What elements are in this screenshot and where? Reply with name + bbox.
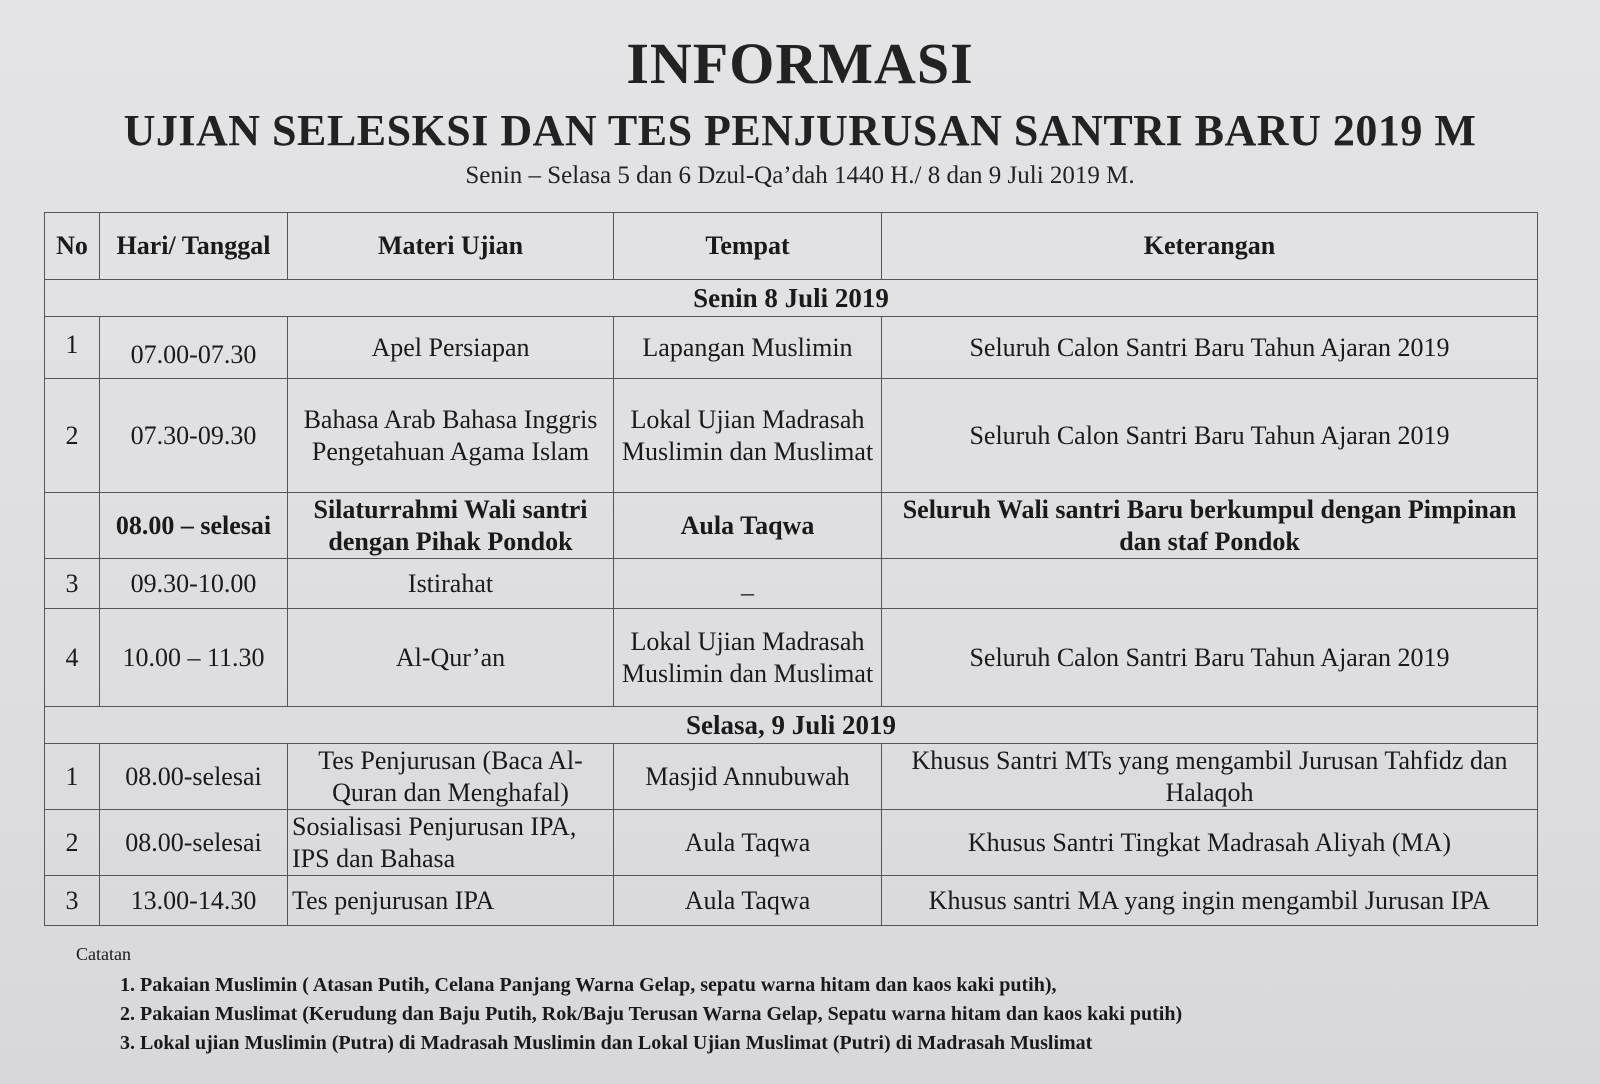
header-hari: Hari/ Tanggal	[100, 213, 288, 280]
header-materi: Materi Ujian	[288, 213, 614, 280]
header-keterangan: Keterangan	[882, 213, 1538, 280]
table-row	[45, 493, 1538, 559]
cell-no	[45, 493, 100, 559]
notes-list	[76, 971, 1556, 1058]
note-item: 1. Pakaian Muslimin ( Atasan Putih, Celana Panjang Warna Gelap, sepatu warna hitam dan kaos kaki putih),	[140, 971, 1556, 1000]
cell-keterangan: Khusus santri MA yang ingin mengambil Jurusan IPA	[882, 876, 1538, 926]
cell-tempat: _	[614, 559, 882, 609]
table-row	[45, 744, 1538, 810]
note-item: 2. Pakaian Muslimat (Kerudung dan Baju Putih, Rok/Baju Terusan Warna Gelap, Sepatu warna hitam dan kaos kaki putih)	[140, 1000, 1556, 1029]
header-tempat: Tempat	[614, 213, 882, 280]
table-row	[45, 317, 1538, 379]
day-row	[45, 707, 1538, 744]
cell-keterangan: Khusus Santri Tingkat Madrasah Aliyah (MA)	[882, 810, 1538, 876]
cell-materi: Apel Persiapan	[288, 317, 614, 379]
cell-materi: Silaturrahmi Wali santri dengan Pihak Pondok	[288, 493, 614, 559]
table-row	[45, 876, 1538, 926]
cell-no: 3	[45, 559, 100, 609]
notes-section	[76, 944, 1556, 1058]
cell-no: 2	[45, 810, 100, 876]
cell-materi: Bahasa Arab Bahasa Inggris Pengetahuan Agama Islam	[288, 379, 614, 493]
cell-tempat: Aula Taqwa	[614, 810, 882, 876]
cell-time: 08.00 – selesai	[100, 493, 288, 559]
cell-tempat: Lapangan Muslimin	[614, 317, 882, 379]
cell-tempat: Lokal Ujian Madrasah Muslimin dan Muslimat	[614, 379, 882, 493]
cell-time: 08.00-selesai	[100, 810, 288, 876]
cell-tempat: Aula Taqwa	[614, 876, 882, 926]
cell-time: 08.00-selesai	[100, 744, 288, 810]
cell-materi: Sosialisasi Penjurusan IPA, IPS dan Bahasa	[288, 810, 614, 876]
cell-time: 13.00-14.30	[100, 876, 288, 926]
schedule-table	[44, 212, 1538, 926]
cell-materi: Istirahat	[288, 559, 614, 609]
day-row	[45, 280, 1538, 317]
cell-time: 07.00-07.30	[100, 317, 288, 379]
cell-keterangan	[882, 559, 1538, 609]
cell-materi: Tes penjurusan IPA	[288, 876, 614, 926]
cell-time: 09.30-10.00	[100, 559, 288, 609]
cell-no: 1	[45, 317, 100, 379]
note-item: 3. Lokal ujian Muslimin (Putra) di Madrasah Muslimin dan Lokal Ujian Muslimat (Putri) di Madrasah Muslimat	[140, 1029, 1556, 1058]
cell-time: 07.30-09.30	[100, 379, 288, 493]
table-row	[45, 379, 1538, 493]
cell-time: 10.00 – 11.30	[100, 609, 288, 707]
table-row	[45, 609, 1538, 707]
cell-tempat: Masjid Annubuwah	[614, 744, 882, 810]
cell-keterangan: Seluruh Calon Santri Baru Tahun Ajaran 2019	[882, 609, 1538, 707]
cell-no: 4	[45, 609, 100, 707]
header-no: No	[45, 213, 100, 280]
cell-tempat: Aula Taqwa	[614, 493, 882, 559]
document-dateline: Senin – Selasa 5 dan 6 Dzul-Qa’dah 1440 H./ 8 dan 9 Juli 2019 M.	[465, 162, 1135, 189]
notes-heading: Catatan	[76, 944, 131, 964]
cell-keterangan: Seluruh Wali santri Baru berkumpul dengan Pimpinan dan staf Pondok	[882, 493, 1538, 559]
cell-materi: Al-Qur’an	[288, 609, 614, 707]
cell-keterangan: Seluruh Calon Santri Baru Tahun Ajaran 2019	[882, 317, 1538, 379]
document-title: INFORMASI	[626, 31, 974, 96]
cell-keterangan: Khusus Santri MTs yang mengambil Jurusan Tahfidz dan Halaqoh	[882, 744, 1538, 810]
cell-no: 3	[45, 876, 100, 926]
table-row	[45, 810, 1538, 876]
table-header-row	[45, 213, 1538, 280]
cell-materi: Tes Penjurusan (Baca Al-Quran dan Menghafal)	[288, 744, 614, 810]
day-label: Senin 8 Juli 2019	[45, 280, 1538, 317]
cell-no: 2	[45, 379, 100, 493]
table-row	[45, 559, 1538, 609]
cell-keterangan: Seluruh Calon Santri Baru Tahun Ajaran 2019	[882, 379, 1538, 493]
day-label: Selasa, 9 Juli 2019	[45, 707, 1538, 744]
cell-tempat: Lokal Ujian Madrasah Muslimin dan Muslimat	[614, 609, 882, 707]
cell-no: 1	[45, 744, 100, 810]
document-subtitle: UJIAN SELESKSI DAN TES PENJURUSAN SANTRI BARU 2019 M	[123, 106, 1477, 155]
